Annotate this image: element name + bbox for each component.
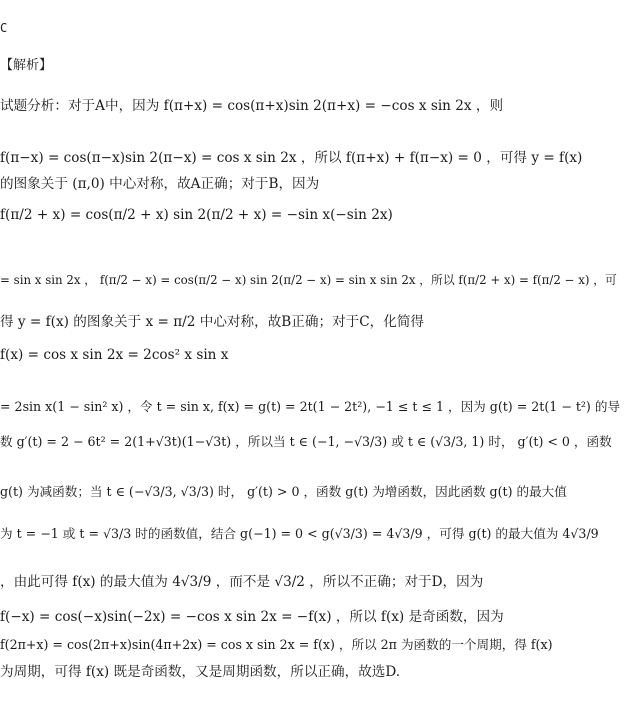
- solution-line-13: f(−x) = cos(−x)sin(−2x) = −cos x sin 2x = −f(x) ，所以 f(x) 是奇函数，因为: [0, 609, 504, 625]
- solution-line-6: 得 y = f(x) 的图象关于 x = π/2 中心对称，故B正确；对于C，化简得: [0, 314, 425, 330]
- solution-line-2: f(π−x) = cos(π−x)sin 2(π−x) = cos x sin 2x ，所以 f(π+x) + f(π−x) = 0 ，可得 y = f(x): [0, 150, 583, 166]
- solution-line-4: f(π/2 + x) = cos(π/2 + x) sin 2(π/2 + x) = −sin x(−sin 2x): [0, 207, 393, 223]
- solution-line-9: 数 g′(t) = 2 − 6t² = 2(1+√3t)(1−√3t) ，所以当 t ∈ (−1, −√3/3) 或 t ∈ (√3/3, 1) 时， g′(t) < 0 ，函数: [0, 434, 612, 449]
- solution-line-1: 试题分析：对于A中，因为 f(π+x) = cos(π+x)sin 2(π+x) = −cos x sin 2x ，则: [0, 98, 504, 114]
- solution-line-14: f(2π+x) = cos(2π+x)sin(4π+2x) = cos x sin 2x = f(x) ，所以 2π 为函数的一个周期，得 f(x): [0, 637, 553, 652]
- solution-line-8: = 2sin x(1 − sin² x) ，令 t = sin x, f(x) = g(t) = 2t(1 − 2t²), −1 ≤ t ≤ 1 ，因为 g(t) = 2t(1 − t²) 的导: [0, 399, 621, 414]
- section-heading: 【解析】: [0, 58, 53, 73]
- answer-label: C: [0, 21, 8, 35]
- solution-line-15: 为周期，可得 f(x) 既是奇函数，又是周期函数，所以正确，故选D.: [0, 664, 401, 680]
- solution-line-11: 为 t = −1 或 t = √3/3 时的函数值，结合 g(−1) = 0 < g(√3/3) = 4√3/9 ，可得 g(t) 的最大值为 4√3/9: [0, 526, 599, 541]
- solution-line-12: ，由此可得 f(x) 的最大值为 4√3/9 ，而不是 √3/2 ，所以不正确；对于D，因为: [0, 574, 484, 590]
- solution-line-10: g(t) 为减函数；当 t ∈ (−√3/3, √3/3) 时， g′(t) > 0 ，函数 g(t) 为增函数，因此函数 g(t) 的最大值: [0, 484, 567, 499]
- solution-line-7: f(x) = cos x sin 2x = 2cos² x sin x: [0, 347, 229, 363]
- solution-line-5: = sin x sin 2x ， f(π/2 − x) = cos(π/2 − x) sin 2(π/2 − x) = sin x sin 2x ，所以 f(π/2 + x) = f(π/2 − x) ，可: [0, 273, 617, 287]
- solution-line-3: 的图象关于 (π,0) 中心对称，故A正确；对于B，因为: [0, 176, 320, 192]
